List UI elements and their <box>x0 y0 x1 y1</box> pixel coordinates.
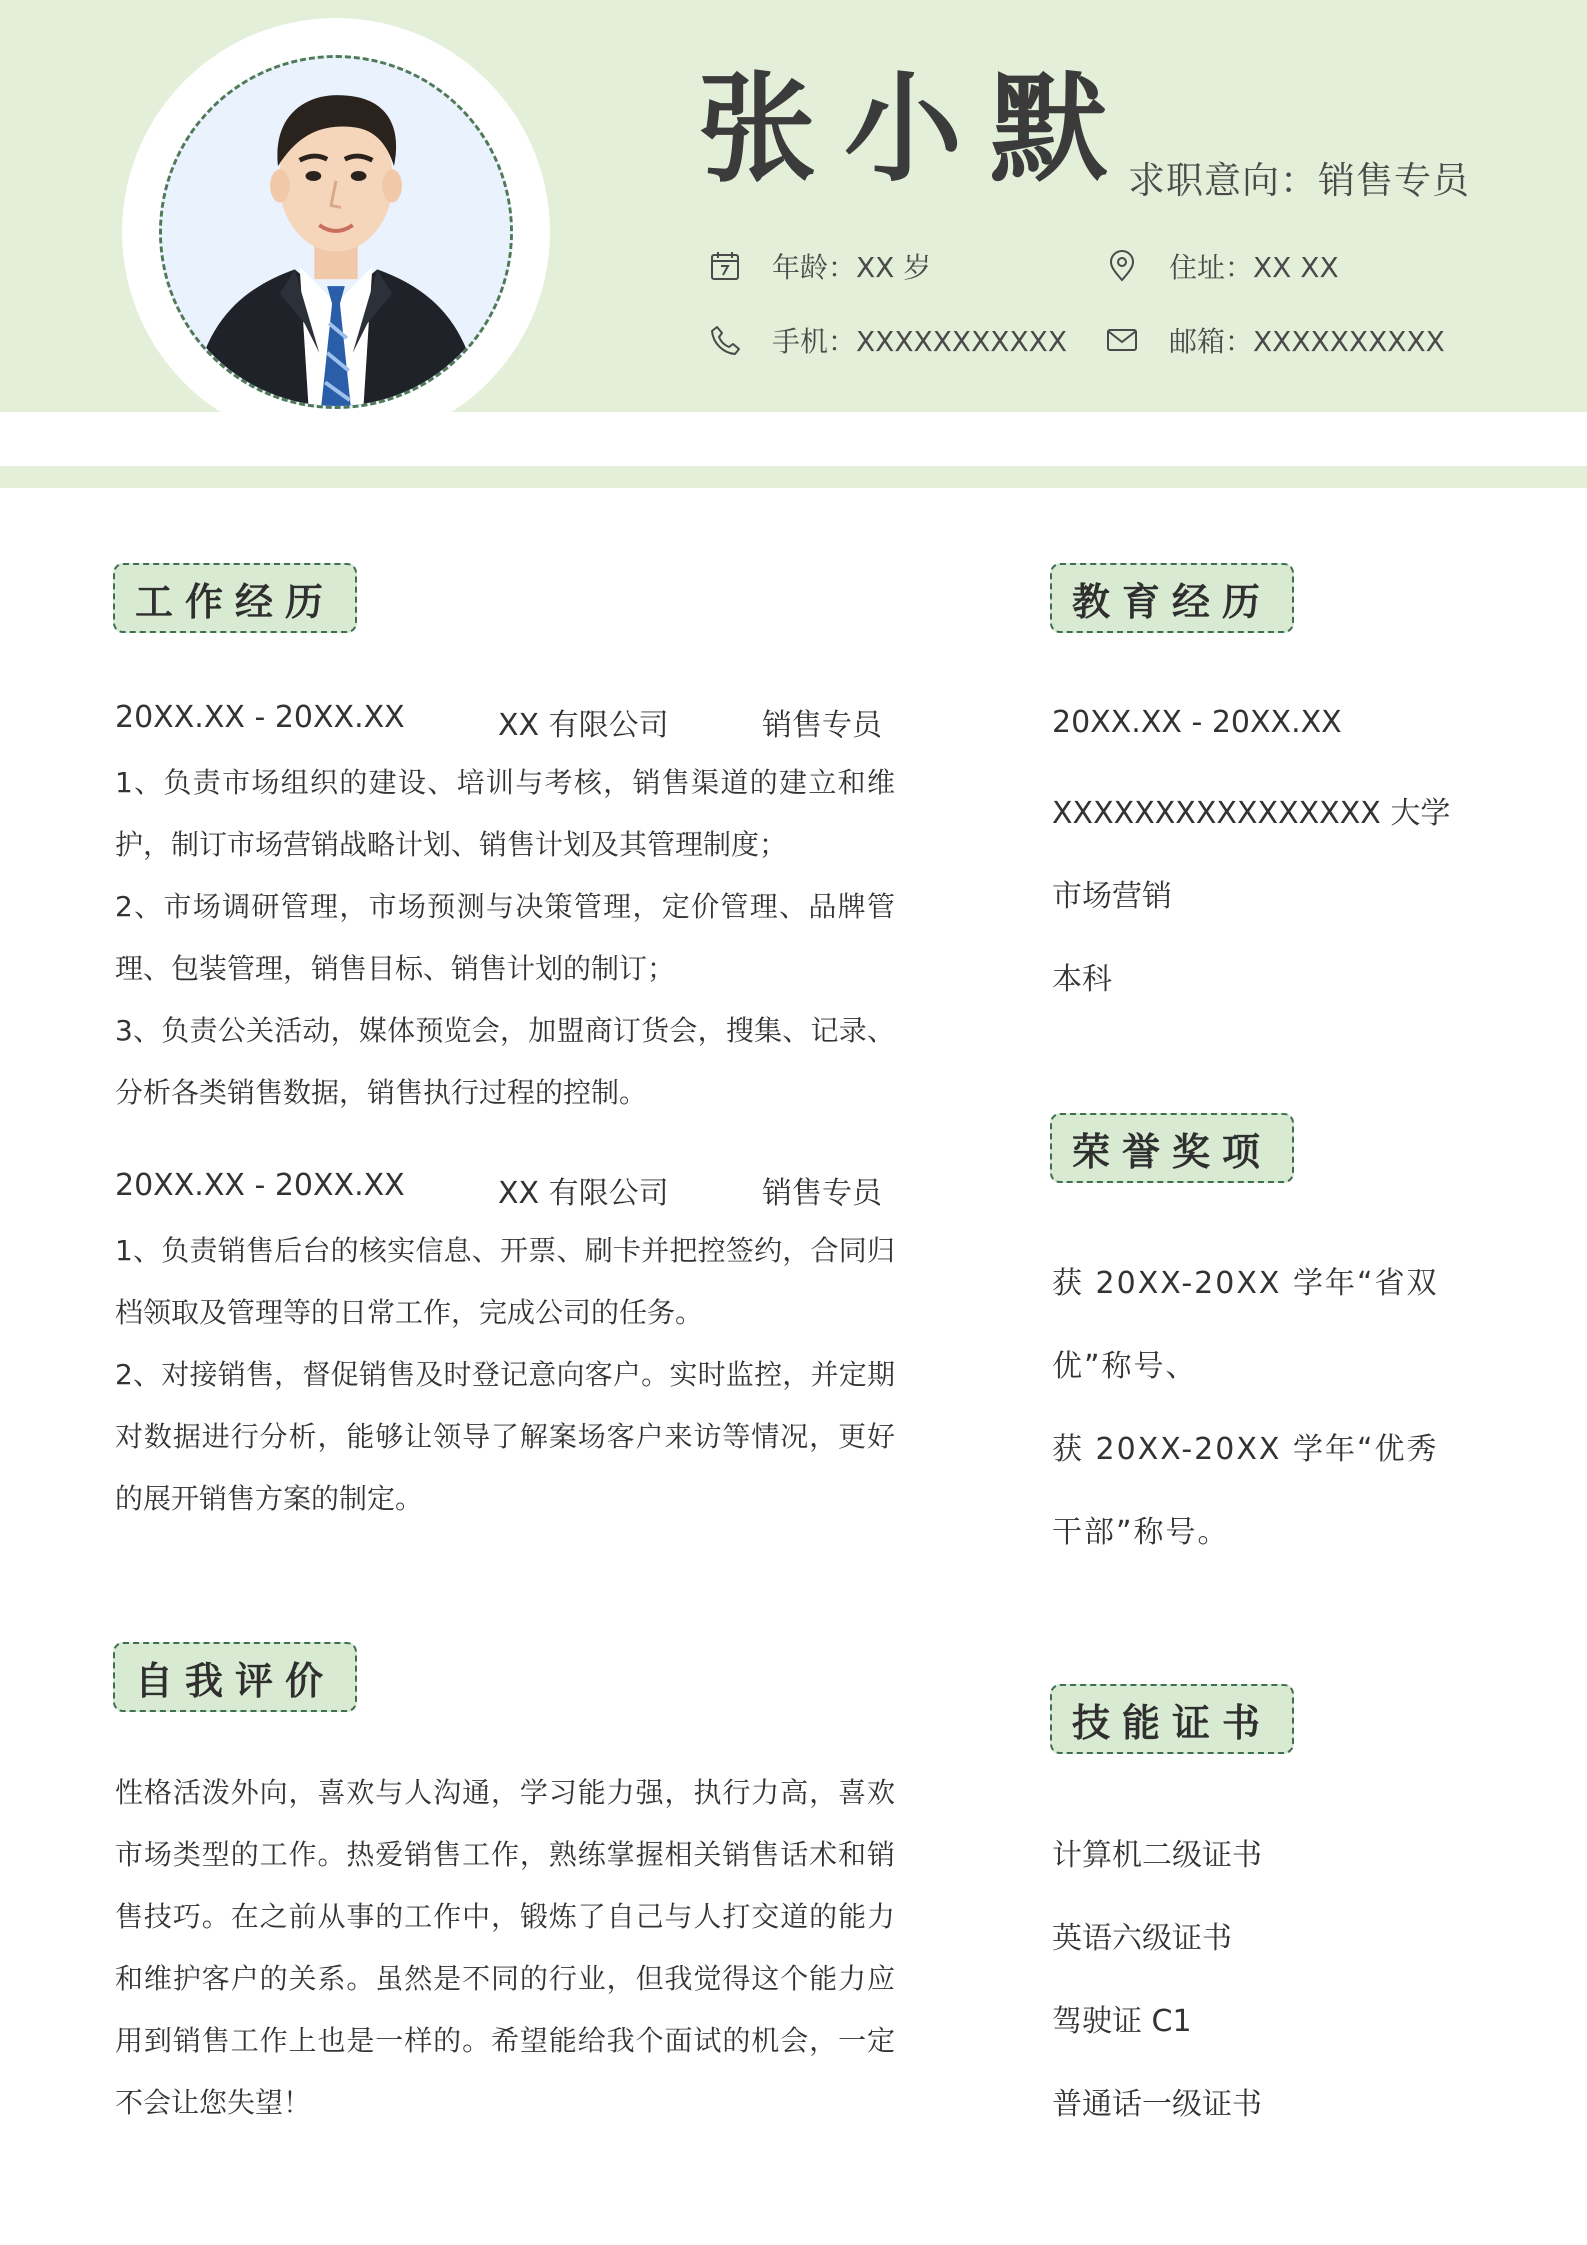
skill-item: 计算机二级证书 <box>1052 1838 1262 1873</box>
work-role: 销售专员 <box>762 1176 882 1211</box>
honors-section-title: 荣誉奖项 <box>1050 1113 1294 1183</box>
edu-school: XXXXXXXXXXXXXXXX 大学 <box>1052 796 1451 831</box>
honor-item: 获 20XX-20XX 学年“优秀干部”称号。 <box>1052 1432 1439 1550</box>
honors-list <box>1052 1242 1457 1574</box>
phone-icon <box>708 323 742 357</box>
education-section-title: 教育经历 <box>1050 563 1294 633</box>
work-period: 20XX.XX - 20XX.XX <box>115 1168 405 1203</box>
skill-item: 英语六级证书 <box>1052 1921 1232 1956</box>
email-text: 邮箱：XXXXXXXXXX <box>1169 325 1445 358</box>
work-item-1-duties <box>115 752 895 1124</box>
job-intent: 求职意向：销售专员 <box>1128 159 1470 202</box>
info-email <box>1105 320 1445 360</box>
skills-section-title: 技能证书 <box>1050 1684 1294 1754</box>
skill-item: 驾驶证 C1 <box>1052 2004 1192 2039</box>
work-item-2-duties <box>115 1220 895 1530</box>
self-eval-section-title: 自我评价 <box>113 1642 357 1712</box>
info-phone <box>708 320 1067 360</box>
work-section-title: 工作经历 <box>113 563 357 633</box>
info-address <box>1105 246 1339 286</box>
work-company: XX 有限公司 <box>498 1176 669 1211</box>
age-text: 年龄：XX 岁 <box>772 251 932 284</box>
honor-item: 获 20XX-20XX 学年“省双优”称号、 <box>1052 1266 1439 1384</box>
phone-text: 手机：XXXXXXXXXXX <box>772 325 1067 358</box>
work-company: XX 有限公司 <box>498 708 669 743</box>
work-period: 20XX.XX - 20XX.XX <box>115 700 405 735</box>
avatar-illustration <box>162 58 510 406</box>
duty-line: 1、负责市场组织的建设、培训与考核，销售渠道的建立和维护，制订市场营销战略计划、销售计划及其管理制度； <box>115 766 895 861</box>
self-eval-text: 性格活泼外向，喜欢与人沟通，学习能力强，执行力高，喜欢市场类型的工作。热爱销售工作，熟练掌握相关销售话术和销售技巧。在之前从事的工作中，锻炼了自己与人打交道的能力和维护客户的关系。虽然是不同的行业，但我觉得这个能力应用到销售工作上也是一样的。希望能给我个面试的机会，一定不会让您失望！ <box>115 1776 895 2119</box>
duty-line: 2、市场调研管理，市场预测与决策管理，定价管理、品牌管理、包装管理，销售目标、销售计划的制订； <box>115 890 895 985</box>
work-role: 销售专员 <box>762 708 882 743</box>
skill-item: 普通话一级证书 <box>1052 2087 1262 2122</box>
avatar <box>159 55 513 409</box>
candidate-name: 张小默 <box>698 60 1137 198</box>
duty-line: 2、对接销售，督促销售及时登记意向客户。实时监控，并定期对数据进行分析，能够让领导了解案场客户来访等情况，更好的展开销售方案的制定。 <box>115 1358 895 1515</box>
info-age <box>708 246 931 286</box>
header-stripe <box>0 466 1587 488</box>
edu-degree: 本科 <box>1052 962 1112 997</box>
duty-line: 3、负责公关活动，媒体预览会，加盟商订货会，搜集、记录、分析各类销售数据，销售执行过程的控制。 <box>115 1014 895 1109</box>
duty-line: 1、负责销售后台的核实信息、开票、刷卡并把控签约，合同归档领取及管理等的日常工作，完成公司的任务。 <box>115 1234 895 1329</box>
address-text: 住址：XX XX <box>1169 251 1339 284</box>
location-pin-icon <box>1105 249 1139 283</box>
edu-period: 20XX.XX - 20XX.XX <box>1052 705 1342 740</box>
mail-icon <box>1105 323 1139 357</box>
edu-major: 市场营销 <box>1052 879 1172 914</box>
calendar-icon <box>708 249 742 283</box>
